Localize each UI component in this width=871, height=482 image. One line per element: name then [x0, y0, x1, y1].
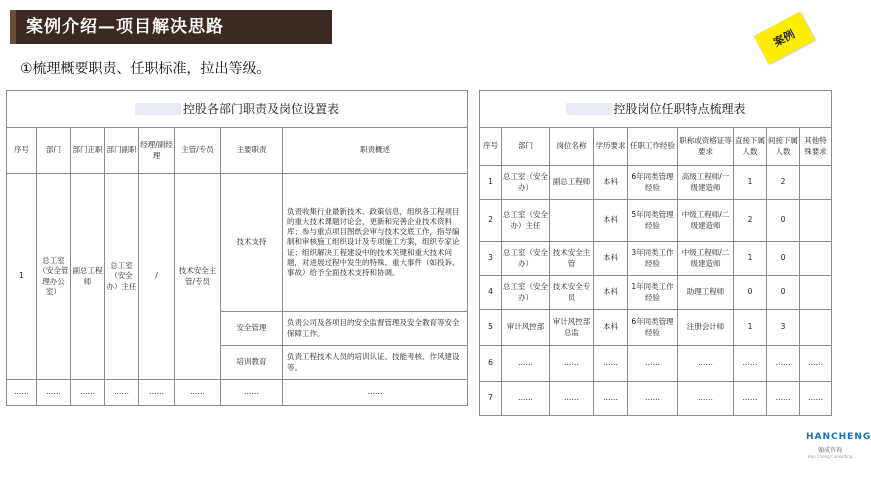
- table2-header: 任职工作经验: [628, 128, 678, 166]
- table2-cell: 7: [480, 382, 502, 416]
- table2-header: 职称或资格证等要求: [678, 128, 734, 166]
- logo-en-name: Han Cheng Consulting: [807, 454, 853, 459]
- table2-cell: 技术安全主管: [550, 242, 594, 276]
- table2-header: 部门: [502, 128, 550, 166]
- table2-cell: 5: [480, 310, 502, 346]
- table1-cell: ……: [221, 380, 283, 406]
- table2-header: 学历要求: [594, 128, 628, 166]
- table2-title-text: 控股岗位任职特点梳理表: [613, 101, 746, 116]
- table1-duty-name: 安全管理: [221, 312, 283, 346]
- redacted-block: [135, 103, 181, 115]
- table1-cell: 总工室（安全办）主任: [105, 174, 139, 380]
- table2-cell: [800, 242, 832, 276]
- table1-header: 序号: [7, 128, 37, 174]
- table2-cell: ……: [734, 346, 767, 382]
- table2-cell: 技术安全专员: [550, 276, 594, 310]
- table2-cell: ……: [800, 346, 832, 382]
- table2-cell: 注册会计师: [678, 310, 734, 346]
- page-title: 案例介绍—项目解决思路: [10, 10, 332, 44]
- table1-header: 经理/副经理: [139, 128, 175, 174]
- table2-cell: 1: [734, 166, 767, 200]
- logo-mark: HANCHENG: [806, 432, 871, 442]
- table2-cell: 中级工程师/二级建造师: [678, 200, 734, 242]
- table1-duty-name: 培训教育: [221, 346, 283, 380]
- table1-duty-desc: 负责工程技术人员的培训认证、技能考核、作风建设等。: [283, 346, 468, 380]
- table2-cell: 1: [480, 166, 502, 200]
- table2-cell: 3: [767, 310, 800, 346]
- table2-cell: 3: [480, 242, 502, 276]
- table1-header: 主要职责: [221, 128, 283, 174]
- table2-cell: 1: [734, 242, 767, 276]
- table1-cell: 副总工程师: [71, 174, 105, 380]
- table2-cell: 总工室（安全办）: [502, 242, 550, 276]
- table2-cell: 2: [734, 200, 767, 242]
- table2-header: 序号: [480, 128, 502, 166]
- table2-header: 直接下属人数: [734, 128, 767, 166]
- table2-cell: 审计风控部总监: [550, 310, 594, 346]
- table2-cell: 4: [480, 276, 502, 310]
- table1-header: 部门: [37, 128, 71, 174]
- table2-title: [480, 91, 832, 128]
- table2-header: 岗位名称: [550, 128, 594, 166]
- page-subtitle: ①梳理概要职责、任职标准，拉出等级。: [20, 61, 271, 77]
- table2-cell: ……: [550, 382, 594, 416]
- table2-cell: ……: [678, 346, 734, 382]
- table1-cell: /: [139, 174, 175, 380]
- table1-header: 部门副职: [105, 128, 139, 174]
- case-stamp: 案例: [754, 12, 815, 65]
- table2-cell: 中级工程师/二级建造师: [678, 242, 734, 276]
- table2-cell: ……: [594, 346, 628, 382]
- table1-header: 职责概述: [283, 128, 468, 174]
- redacted-block: [566, 103, 612, 115]
- table2-cell: 副总工程师: [550, 166, 594, 200]
- table2-cell: ……: [628, 382, 678, 416]
- table2-cell: 审计风控部: [502, 310, 550, 346]
- table2-cell: 助理工程师: [678, 276, 734, 310]
- table1-duty-desc: 负责公司及各项目的安全监督管理及安全教育等安全保障工作。: [283, 312, 468, 346]
- table2-cell: ……: [628, 346, 678, 382]
- logo-cn-name: 翰成咨询: [817, 447, 842, 454]
- table2-cell: ……: [502, 382, 550, 416]
- table2-cell: [800, 200, 832, 242]
- table1-duty-desc: 负责收集行业最新技术、政策信息，组织各工程项目的重大技术课题讨论会，更新和完善企业技术资料库；参与重点项目图纸会审与技术交底工作，指导编制和审核施工组织设计及专项施工方案，组织专家论证；组织解决工程建设中的技术关键和重大技术问题，对进展过程中发生的特殊、重大事件（如投诉、事故）给予全面技术支持和协调。: [283, 174, 468, 312]
- table2-cell: 3年同类工作经验: [628, 242, 678, 276]
- table2-header: 其他特殊要求: [800, 128, 832, 166]
- table2-cell: ……: [594, 382, 628, 416]
- table2-cell: 本科: [594, 166, 628, 200]
- table2-cell: 0: [767, 276, 800, 310]
- table2-cell: 总工室（安全办）: [502, 276, 550, 310]
- table2-cell: 0: [767, 242, 800, 276]
- table1-title-text: 控股各部门职责及岗位设置表: [183, 101, 340, 116]
- table2-cell: 2: [767, 166, 800, 200]
- table2-cell: 6年同类管理经验: [628, 310, 678, 346]
- table2-cell: 总工室（安全办）主任: [502, 200, 550, 242]
- table2-cell: 6年同类管理经验: [628, 166, 678, 200]
- table2-cell: 1年同类工作经验: [628, 276, 678, 310]
- table2-cell: [550, 200, 594, 242]
- table2-cell: 高级工程师/一级建造师: [678, 166, 734, 200]
- table2-cell: 本科: [594, 200, 628, 242]
- table1-cell: ……: [71, 380, 105, 406]
- table1-cell: ……: [139, 380, 175, 406]
- table1-cell: ……: [175, 380, 221, 406]
- table2-cell: 总工室（安全办）: [502, 166, 550, 200]
- table1-header: 主管/专员: [175, 128, 221, 174]
- table2-cell: ……: [678, 382, 734, 416]
- table2-cell: ……: [734, 382, 767, 416]
- table2-cell: 6: [480, 346, 502, 382]
- table2-cell: 本科: [594, 276, 628, 310]
- table2-cell: 5年同类管理经验: [628, 200, 678, 242]
- department-duty-table: [6, 90, 468, 406]
- company-logo: [806, 432, 871, 476]
- table1-cell: 技术安全主管/专员: [175, 174, 221, 380]
- table2-cell: 本科: [594, 310, 628, 346]
- table2-cell: ……: [800, 382, 832, 416]
- table1-cell: ……: [7, 380, 37, 406]
- table2-cell: [800, 310, 832, 346]
- table2-header: 间接下属人数: [767, 128, 800, 166]
- table2-cell: ……: [502, 346, 550, 382]
- table1-cell: ……: [105, 380, 139, 406]
- table2-cell: [800, 166, 832, 200]
- table2-cell: ……: [767, 382, 800, 416]
- table2-cell: 2: [480, 200, 502, 242]
- table2-cell: 0: [734, 276, 767, 310]
- table1-cell: 1: [7, 174, 37, 380]
- table1-duty-name: 技术支持: [221, 174, 283, 312]
- table2-cell: 0: [767, 200, 800, 242]
- position-requirement-table: [479, 90, 832, 416]
- table1-title: [7, 91, 468, 128]
- table2-cell: 1: [734, 310, 767, 346]
- table1-cell: ……: [37, 380, 71, 406]
- table2-cell: ……: [550, 346, 594, 382]
- table2-cell: [800, 276, 832, 310]
- table2-cell: ……: [767, 346, 800, 382]
- table1-cell: ……: [283, 380, 468, 406]
- table1-cell: 总工室（安全管理办公室）: [37, 174, 71, 380]
- table2-cell: 本科: [594, 242, 628, 276]
- table1-header: 部门正职: [71, 128, 105, 174]
